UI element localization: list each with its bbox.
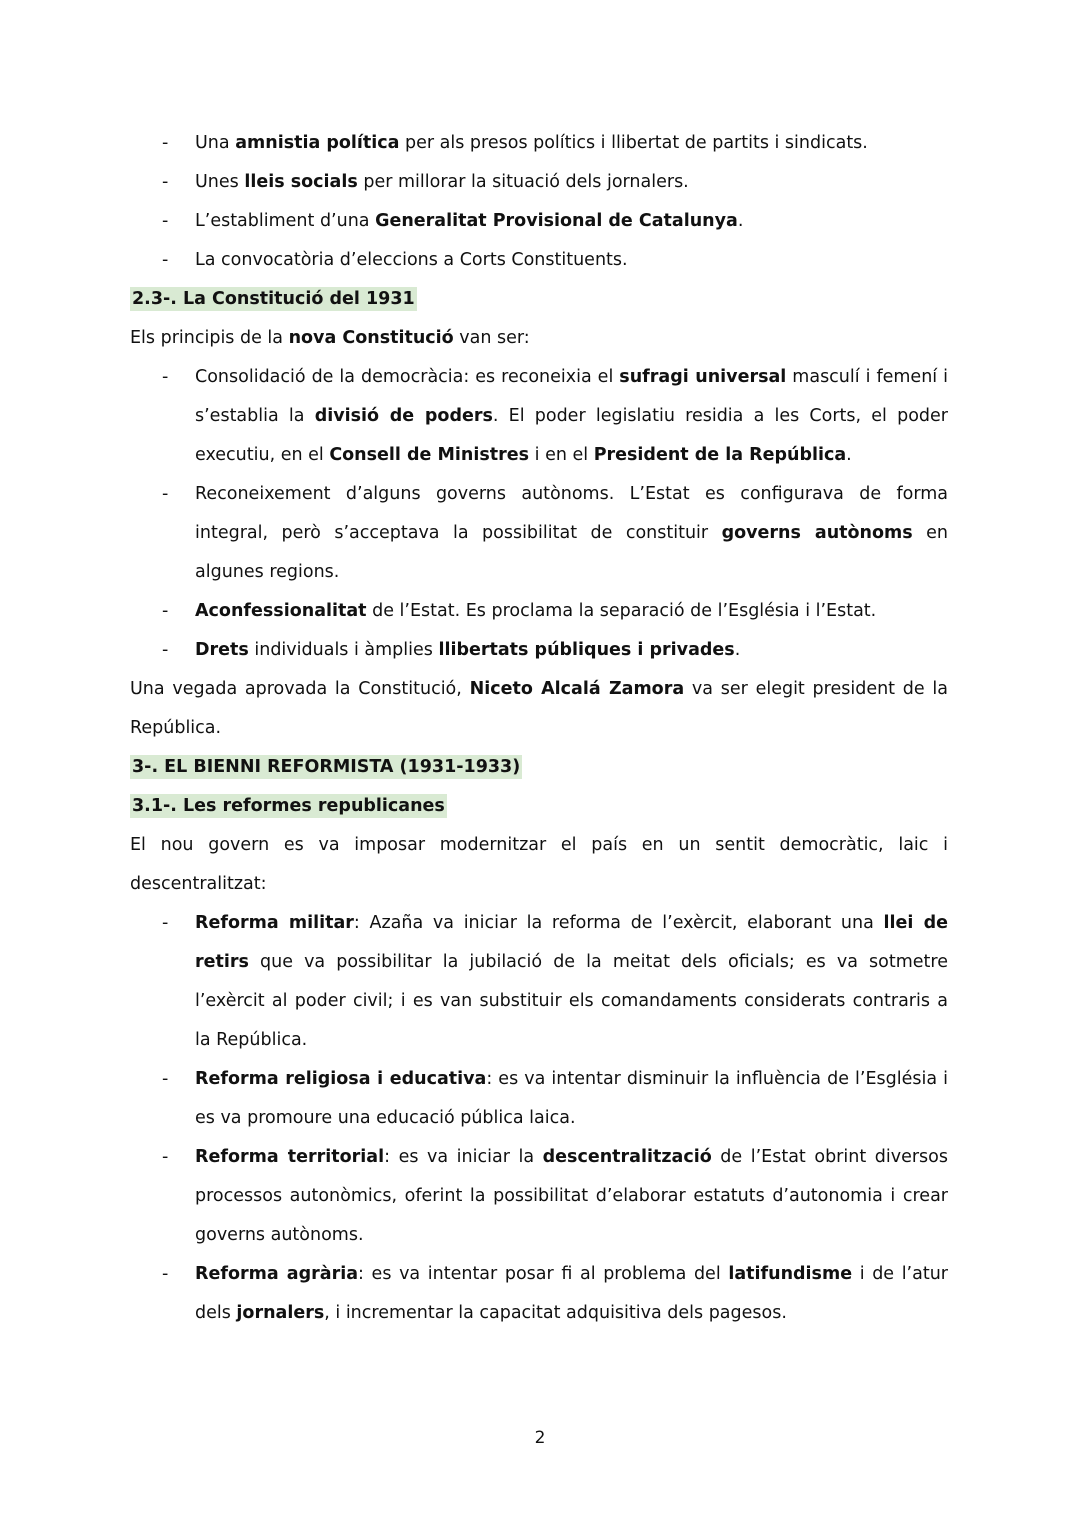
bullet-dash: - bbox=[162, 601, 169, 621]
list-item-text: Unes lleis socials per millorar la situació dels jornalers. bbox=[195, 172, 689, 192]
list-item bbox=[130, 904, 948, 1060]
bullet-dash: - bbox=[162, 367, 169, 387]
list-item bbox=[130, 124, 948, 163]
bold-term: amnistia política bbox=[235, 133, 400, 153]
bold-term: Reforma agrària bbox=[195, 1264, 359, 1284]
bold-term: Drets bbox=[195, 640, 249, 660]
bullet-dash: - bbox=[162, 913, 169, 933]
bold-term: Reforma religiosa i educativa bbox=[195, 1069, 487, 1089]
list-item bbox=[130, 1255, 948, 1333]
bold-term: divisió de poders bbox=[314, 406, 493, 426]
bullet-dash: - bbox=[162, 484, 169, 504]
list-item-text: Consolidació de la democràcia: es reconeixia el sufragi universal masculí i femení i s’establia la divisió de poders. El poder legislatiu residia a les Corts, el poder executiu, en el Consell de Ministres i en el President de la República. bbox=[195, 367, 948, 465]
bold-term: Niceto Alcalá Zamora bbox=[469, 679, 685, 699]
bullet-dash: - bbox=[162, 250, 169, 270]
bold-term: Consell de Ministres bbox=[329, 445, 530, 465]
bold-term: llibertats públiques i privades bbox=[438, 640, 735, 660]
bullet-dash: - bbox=[162, 133, 169, 153]
list-item-text: Reforma religiosa i educativa: es va intentar disminuir la influència de l’Església i es va promoure una educació pública laica. bbox=[195, 1069, 948, 1128]
list-item bbox=[130, 241, 948, 280]
bold-term: lleis socials bbox=[244, 172, 358, 192]
bullet-dash: - bbox=[162, 1147, 169, 1167]
list-item bbox=[130, 358, 948, 475]
list-item-text: Reforma territorial: es va iniciar la descentralització de l’Estat obrint diversos processos autonòmics, oferint la possibilitat d’elaborar estatuts d’autonomia i crear governs autònoms. bbox=[195, 1147, 948, 1245]
bold-term: jornalers bbox=[236, 1303, 325, 1323]
bullet-list-2-3 bbox=[130, 358, 948, 670]
section-intro: Els principis de la nova Constitució van ser: bbox=[130, 328, 530, 348]
bold-term: Reforma militar bbox=[195, 913, 354, 933]
bullet-dash: - bbox=[162, 640, 169, 660]
bold-term: governs autònoms bbox=[721, 523, 913, 543]
bullet-dash: - bbox=[162, 211, 169, 231]
list-item-text: L’establiment d’una Generalitat Provisional de Catalunya. bbox=[195, 211, 744, 231]
list-item-text: Reforma agrària: es va intentar posar fi al problema del latifundisme i de l’atur dels jornalers, i incrementar la capacitat adquisitiva dels pagesos. bbox=[195, 1264, 948, 1323]
bullet-dash: - bbox=[162, 1069, 169, 1089]
list-item bbox=[130, 1138, 948, 1255]
bold-term: descentralització bbox=[542, 1147, 712, 1167]
bold-term: nova Constitució bbox=[288, 328, 454, 348]
bold-term: Aconfessionalitat bbox=[195, 601, 367, 621]
list-item-text: Reforma militar: Azaña va iniciar la reforma de l’exèrcit, elaborant una llei de retirs que va possibilitar la jubilació de la meitat dels oficials; es va sotmetre l’exèrcit al poder civil; i es van substituir els comandaments considerats contraris a la República. bbox=[195, 913, 948, 1050]
list-item-text: Una amnistia política per als presos polítics i llibertat de partits i sindicats. bbox=[195, 133, 868, 153]
list-item bbox=[130, 592, 948, 631]
list-item-text: La convocatòria d’eleccions a Corts Constituents. bbox=[195, 250, 628, 270]
section-heading-3-1: 3.1-. Les reformes republicanes bbox=[132, 796, 445, 816]
bullet-list-3-1 bbox=[130, 904, 948, 1333]
bold-term: Reforma territorial bbox=[195, 1147, 385, 1167]
list-item bbox=[130, 202, 948, 241]
bold-term: sufragi universal bbox=[619, 367, 787, 387]
section-heading-3: 3-. EL BIENNI REFORMISTA (1931-1933) bbox=[132, 757, 521, 777]
bullet-dash: - bbox=[162, 172, 169, 192]
list-item-text: Aconfessionalitat de l’Estat. Es proclama la separació de l’Església i l’Estat. bbox=[195, 601, 877, 621]
bold-term: llei de retirs bbox=[195, 913, 948, 972]
list-item bbox=[130, 475, 948, 592]
bold-term: latifundisme bbox=[728, 1264, 853, 1284]
list-item bbox=[130, 163, 948, 202]
bold-term: Generalitat Provisional de Catalunya bbox=[375, 211, 738, 231]
bold-term: President de la República bbox=[593, 445, 847, 465]
page-number: 2 bbox=[534, 1428, 546, 1448]
list-item bbox=[130, 1060, 948, 1138]
section-heading-2-3: 2.3-. La Constitució del 1931 bbox=[132, 289, 415, 309]
list-item-text: Drets individuals i àmplies llibertats públiques i privades. bbox=[195, 640, 741, 660]
section-outro: Una vegada aprovada la Constitució, Niceto Alcalá Zamora va ser elegit president de la República. bbox=[130, 679, 948, 738]
bullet-dash: - bbox=[162, 1264, 169, 1284]
document-page bbox=[130, 124, 948, 1333]
list-item-text: Reconeixement d’alguns governs autònoms. L’Estat es configurava de forma integral, però s’acceptava la possibilitat de constituir governs autònoms en algunes regions. bbox=[195, 484, 948, 582]
list-item bbox=[130, 631, 948, 670]
section-intro: El nou govern es va imposar modernitzar el país en un sentit democràtic, laic i descentralitzat: bbox=[130, 835, 948, 894]
bullet-list-1 bbox=[130, 124, 948, 280]
